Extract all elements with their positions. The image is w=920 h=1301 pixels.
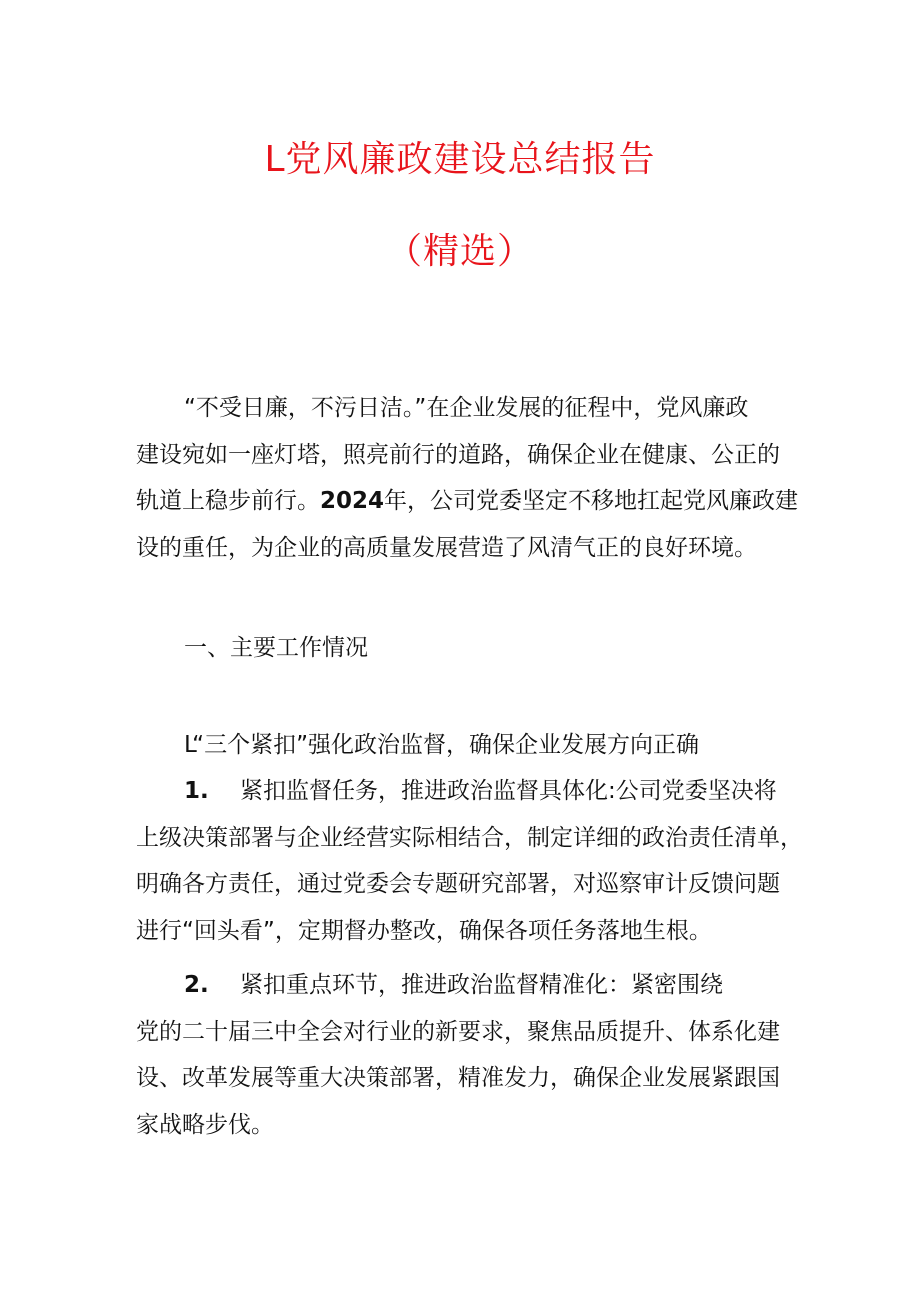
item2-number: 2.	[184, 972, 209, 998]
item2-line-4: 家战略步伐。	[136, 1111, 274, 1138]
item2-line-2: 党的二十届三中全会对行业的新要求，聚焦品质提升、体系化建	[136, 1018, 780, 1045]
document-title: L党风廉政建设总结报告	[264, 139, 656, 180]
intro-line-4: 设的重任，为企业的高质量发展营造了风清气正的良好环境。	[136, 534, 757, 561]
item1-number: 1.	[184, 778, 209, 804]
sub-heading	[136, 722, 796, 769]
intro-line-2: 建设宛如一座灯塔，照亮前行的道路，确保企业在健康、公正的	[136, 441, 780, 468]
item1-line-1-text: 紧扣监督任务，推进政治监督具体化:公司党委坚决将	[240, 778, 777, 804]
document-subtitle: （精选）	[385, 231, 534, 272]
item2-line-1-text: 紧扣重点环节，推进政治监督精准化：紧密围绕	[240, 972, 723, 998]
intro-year: 2024	[320, 488, 385, 514]
item2-line-3: 设、改革发展等重大决策部署，精准发力，确保企业发展紧跟国	[136, 1065, 780, 1091]
intro-line-3	[136, 478, 799, 525]
item2-line-1	[136, 962, 796, 1009]
intro-line-1: “不受日廉，不污日洁。”在企业发展的征程中，党风廉政	[184, 395, 749, 421]
item1-line-2: 上级决策部署与企业经营实际相结合，制定详细的政治责任清单，	[136, 824, 803, 851]
item1-line-1	[136, 768, 796, 815]
intro-line-3-post: 年，公司党委坚定不移地扛起党风廉政建	[384, 488, 799, 514]
sub-heading-text: L“三个紧扣”强化政治监督，确保企业发展方向正确	[184, 732, 699, 758]
item1-line-4: 进行“回头看”，定期督办整改，确保各项任务落地生根。	[136, 917, 712, 944]
list-item-2	[136, 962, 796, 1148]
list-item-1	[136, 768, 803, 954]
intro-paragraph	[136, 385, 799, 571]
intro-line-3-pre: 轨道上稳步前行。	[136, 488, 320, 514]
section-heading	[136, 625, 796, 672]
section-heading-text: 一、主要工作情况	[184, 635, 368, 661]
item1-line-3: 明确各方责任，通过党委会专题研究部署，对巡察审计反馈问题	[136, 871, 780, 897]
